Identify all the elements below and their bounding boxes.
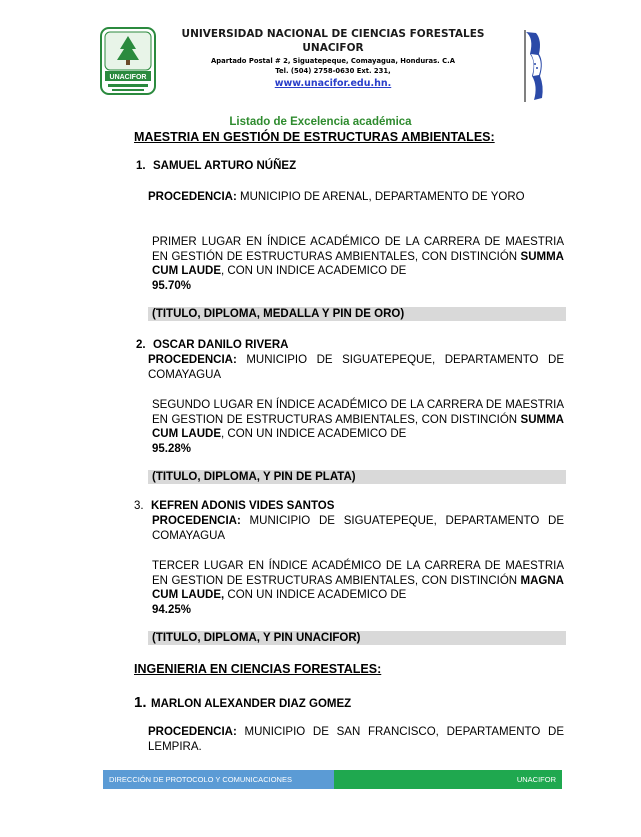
entry-number: 2. [136,339,146,351]
procedencia-label: PROCEDENCIA: [148,191,237,203]
section-title: MAESTRIA EN GESTIÓN DE ESTRUCTURAS AMBIENTALES: [134,130,495,144]
footer-institution: UNACIFOR [334,770,562,789]
achievement-description [152,235,564,293]
procedencia-label: PROCEDENCIA: [148,726,237,738]
entry-name [134,694,351,711]
description-text: CON UN INDICE ACADEMICO DE [224,589,407,601]
honduras-flag-icon [522,28,544,102]
academic-score: 95.28% [152,442,192,455]
description-text: , CON UN INDICE ACADEMICO DE [221,265,407,277]
university-name: UNIVERSIDAD NACIONAL DE CIENCIAS FORESTALES [181,28,485,40]
unacifor-logo [100,27,156,95]
student-name: KEFREN ADONIS VIDES SANTOS [151,500,335,512]
student-name: SAMUEL ARTURO NÚÑEZ [153,160,297,172]
address: Apartado Postal # 2, Siguatepeque, Comayagua, Honduras. C.A [211,57,455,65]
university-abbr: UNACIFOR [302,42,364,54]
achievement-description [152,559,564,617]
procedencia-value: MUNICIPIO DE ARENAL, DEPARTAMENTO DE YORO [236,191,525,203]
description-text: PRIMER LUGAR EN ÍNDICE ACADÉMICO DE LA CARRERA DE MAESTRIA EN GESTIÓN DE ESTRUCTURAS AMBIENTALES, CON DISTINCIÓN [152,236,564,263]
section-title: INGENIERIA EN CIENCIAS FORESTALES: [134,662,382,676]
description-text: SEGUNDO LUGAR EN ÍNDICE ACADÉMICO DE LA CARRERA DE MAESTRIA EN GESTION DE ESTRUCTURAS AMBIENTALES, CON DISTINCIÓN [152,399,564,426]
procedencia-value: MUNICIPIO DE SIGUATEPEQUE, DEPARTAMENTO DE COMAYAGUA [152,515,564,542]
academic-score: 95.70% [152,279,192,292]
entry-number: 1. [136,160,146,172]
procedencia [152,514,564,543]
award-banner: (TITULO, DIPLOMA, MEDALLA Y PIN DE ORO) [148,307,566,321]
procedencia-label: PROCEDENCIA: [148,354,237,366]
entry-number: 1. [134,694,147,711]
student-name: OSCAR DANILO RIVERA [153,339,289,351]
award-banner: (TITULO, DIPLOMA, Y PIN DE PLATA) [148,470,566,484]
logo-text: UNACIFOR [109,74,147,81]
entry-name [136,160,296,172]
footer-department: DIRECCIÓN DE PROTOCOLO Y COMUNICACIONES [103,770,334,789]
procedencia-value: MUNICIPIO DE SIGUATEPEQUE, DEPARTAMENTO DE COMAYAGUA [148,354,564,381]
entry-name [134,500,334,512]
document-subtitle: Listado de Excelencia académica [229,116,412,128]
entry-name [136,339,288,351]
distinction: SUMMA CUM LAUDE [152,250,564,277]
academic-score: 94.25% [152,603,192,616]
procedencia [148,725,564,754]
procedencia [148,353,564,382]
student-name: MARLON ALEXANDER DIAZ GOMEZ [151,698,352,710]
phone: Tel. (504) 2758-0630 Ext. 231, [275,67,391,75]
procedencia [148,190,564,205]
procedencia-label: PROCEDENCIA: [152,515,241,527]
description-text: , CON UN INDICE ACADEMICO DE [221,428,407,440]
entry-number: 3. [134,500,144,512]
distinction: SUMMA CUM LAUDE [152,413,564,440]
description-text: TERCER LUGAR EN ÍNDICE ACADÉMICO DE LA CARRERA DE MAESTRIA EN GESTION DE ESTRUCTURAS AMBIENTALES, CON DISTINCIÓN [152,560,564,587]
distinction: MAGNA CUM LAUDE, [152,574,564,601]
achievement-description [152,398,564,456]
procedencia-value: MUNICIPIO DE SAN FRANCISCO, DEPARTAMENTO DE LEMPIRA. [148,726,564,753]
award-banner: (TITULO, DIPLOMA, Y PIN UNACIFOR) [148,631,566,645]
website-link[interactable]: www.unacifor.edu.hn. [274,78,392,89]
letterhead [168,27,498,92]
